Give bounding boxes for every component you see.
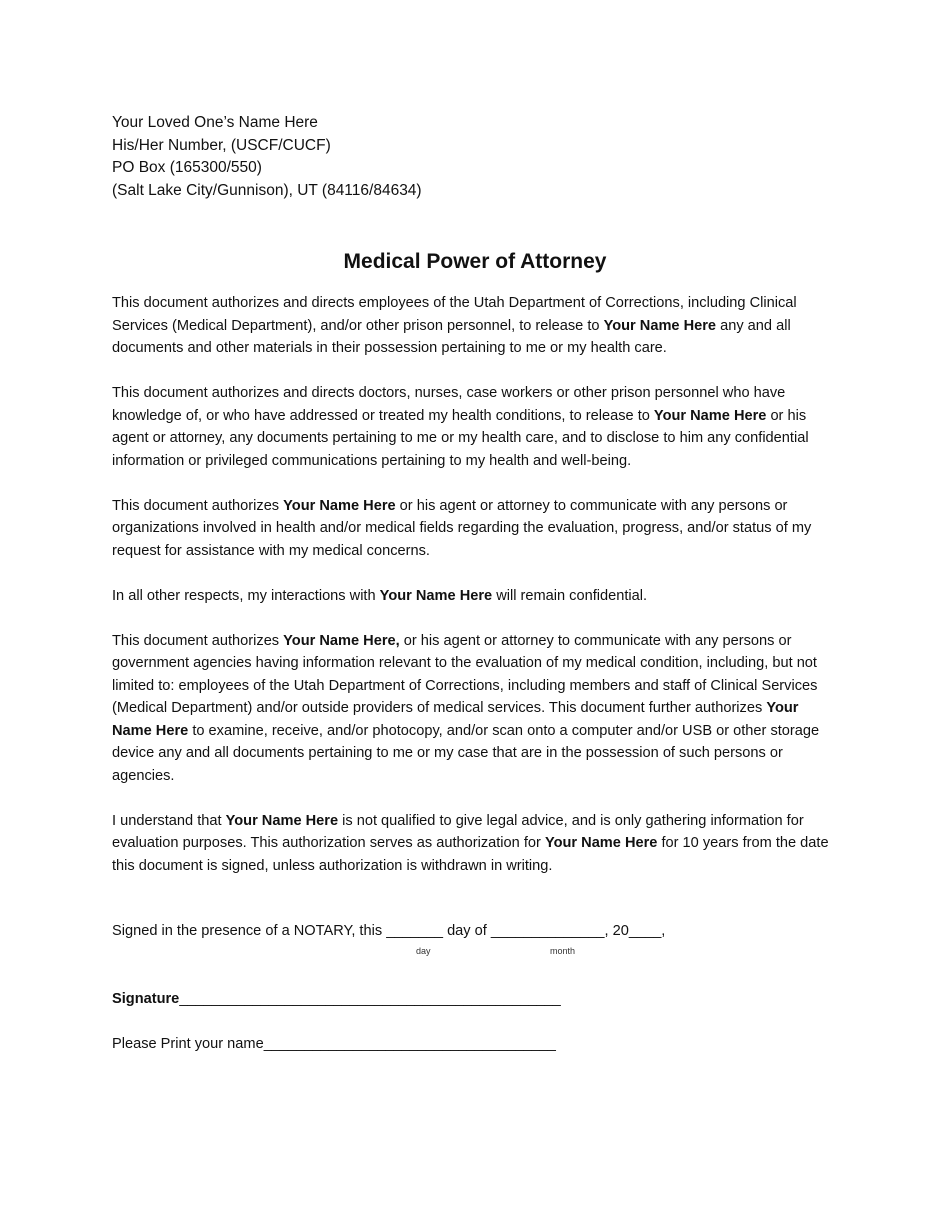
name-placeholder: Your Name Here <box>112 700 799 739</box>
address-line-2: His/Her Number, (USCF/CUCF) <box>112 136 331 154</box>
signature-label: Signature <box>112 991 180 1007</box>
paragraph-text: I understand that <box>112 812 226 829</box>
document-body <box>112 292 842 900</box>
address-line-4: (Salt Lake City/Gunnison), UT (84116/84634) <box>112 181 422 199</box>
paragraph-3 <box>112 495 842 563</box>
paragraph-text: will remain confidential. <box>492 587 648 604</box>
day-label: day <box>416 946 431 956</box>
notary-line: Signed in the presence of a NOTARY, this _______ day of ______________, 20____, <box>112 923 666 939</box>
paragraph-text: In all other respects, my interactions with <box>112 587 380 604</box>
signature-line: _______________________________________________ <box>179 991 561 1007</box>
paragraph-6 <box>112 810 842 878</box>
paragraph-text: This document authorizes <box>112 497 284 514</box>
document-title: Medical Power of Attorney <box>343 250 607 273</box>
paragraph-text: for 10 years from the date this document is signed, unless authorization is withdrawn in writing. <box>112 835 829 874</box>
address-line-1: Your Loved One’s Name Here <box>112 114 318 131</box>
paragraph-text: to examine, receive, and/or photocopy, and/or scan onto a computer and/or USB or other storage device any and all documents pertaining to me or my case that are in the possession of such persons or agencies. <box>112 722 820 784</box>
paragraph-text: This document authorizes and directs employees of the Utah Department of Corrections, including Clinical Services (Medical Department), and/or other prison personnel, to release to <box>112 295 797 334</box>
paragraph-text: or his agent or attorney to communicate with any persons or government agencies having information relevant to the evaluation of my medical condition, including, but not limited to: employees of the Utah Department of Corrections, including members and staff of Clinical Services (Medical Department) and/or outside providers of medical services. This document further authorizes <box>112 632 818 716</box>
paragraph-text: is not qualified to give legal advice, and is only gathering information for evaluation purposes. This authorization serves as authorization for <box>112 812 804 851</box>
paragraph-text: any and all documents and other materials in their possession pertaining to me or my health care. <box>112 317 791 356</box>
paragraph-1 <box>112 292 842 360</box>
address-line-3: PO Box (165300/550) <box>112 159 262 176</box>
paragraph-5 <box>112 630 842 788</box>
print-name-field: Please Print your name____________________________________ <box>112 1036 556 1052</box>
return-address <box>112 112 422 202</box>
signature-field <box>112 991 561 1007</box>
name-placeholder: Your Name Here <box>225 812 339 829</box>
month-label: month <box>550 946 576 956</box>
paragraph-4 <box>112 585 842 608</box>
name-placeholder: Your Name Here <box>379 587 493 604</box>
name-placeholder: Your Name Here <box>283 497 396 514</box>
paragraph-text: or his agent or attorney, any documents pertaining to me or my health care, and to disclose to him any confidential information or privileged communications pertaining to my health and well-being. <box>112 407 809 469</box>
name-placeholder: Your Name Here <box>653 407 767 424</box>
paragraph-text: This document authorizes <box>112 632 284 649</box>
paragraph-text: This document authorizes and directs doctors, nurses, case workers or other prison personnel who have knowledge of, or who have addressed or treated my health conditions, to release to <box>112 385 786 424</box>
name-placeholder: Your Name Here <box>544 835 658 851</box>
paragraph-2 <box>112 382 842 472</box>
paragraph-text: or his agent or attorney to communicate with any persons or organizations involved in health and/or medical fields regarding the evaluation, progress, and/or status of my request for assistance with my medical concerns. <box>112 497 812 559</box>
name-placeholder: Your Name Here <box>603 317 717 334</box>
name-placeholder: Your Name Here, <box>283 632 400 649</box>
